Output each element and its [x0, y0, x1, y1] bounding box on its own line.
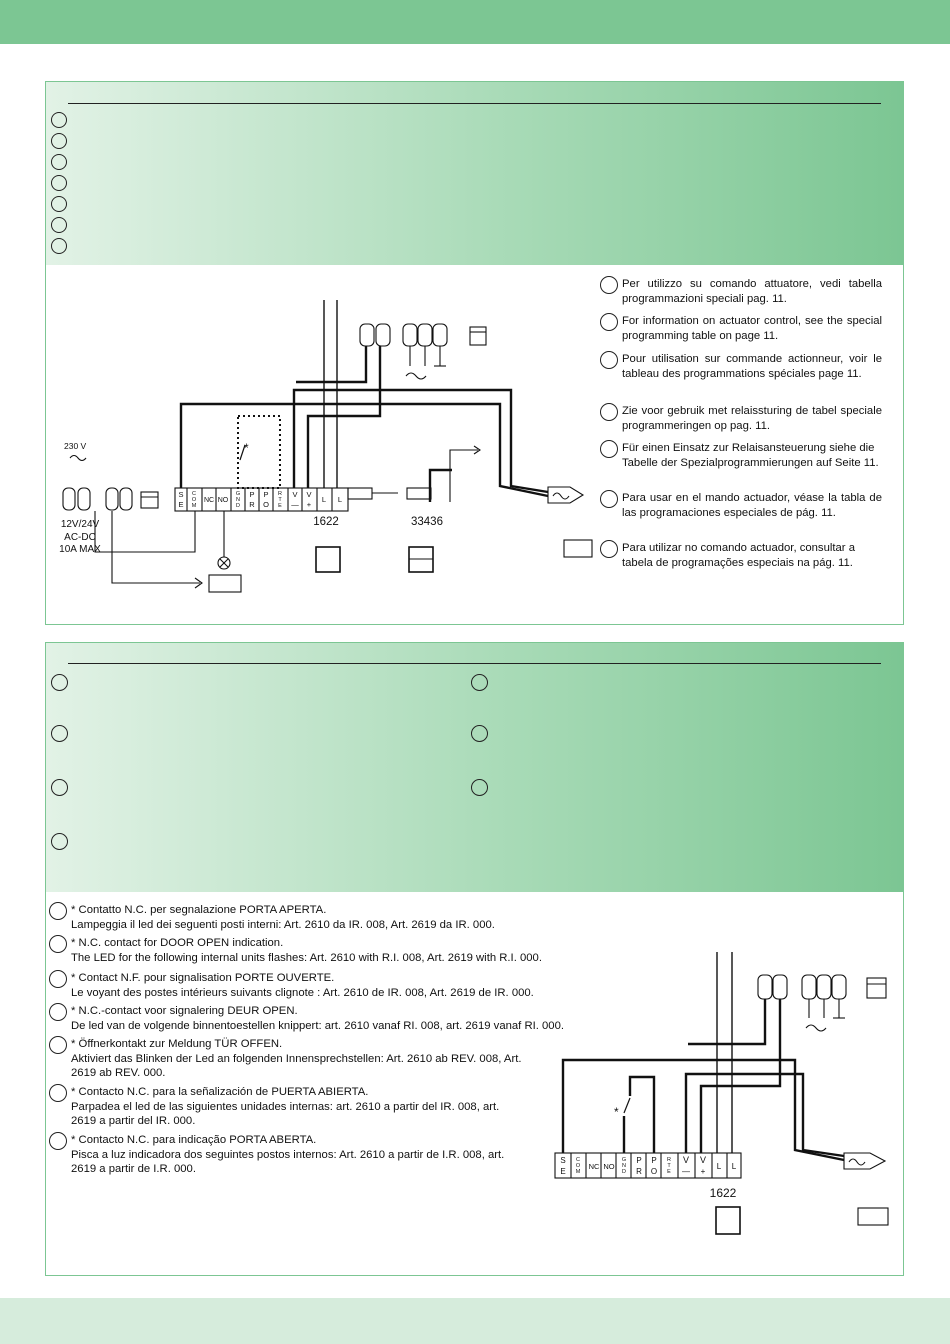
door-open-note-line2: The LED for the following internal units flashes: Art. 2610 with R.I. 008, Art. 2619 with R.I. 000.: [71, 951, 542, 964]
language-marker: [49, 902, 67, 920]
actuator-note-text: Für einen Einsatz zur Relaisansteuerung siehe die Tabelle der Spezialprogrammierungen auf Seite 11.: [622, 442, 879, 469]
section-2-title-rule: [68, 663, 881, 664]
door-open-note-line1: * N.C.-contact voor signalering DEUR OPEN.: [71, 1005, 298, 1017]
door-open-note-line1: * Contacto N.C. para indicação PORTA ABERTA.: [71, 1134, 317, 1146]
terminal-gnd: D: [622, 1169, 626, 1175]
door-open-note-it: [49, 903, 609, 932]
actuator-note-text: Para utilizar no comando actuador, consultar a tabela de programações especiais na pág. 11.: [622, 542, 855, 569]
door-open-note-line1: * Öffnerkontakt zur Meldung TÜR OFFEN.: [71, 1038, 283, 1050]
language-marker: [49, 1036, 67, 1054]
door-open-note-line1: * N.C. contact for DOOR OPEN indication.: [71, 937, 284, 949]
terminal-com: O: [575, 1163, 581, 1169]
terminal-v-plus: V: [699, 1155, 707, 1165]
terminal-gnd: G: [235, 491, 241, 497]
door-open-note-line2: Aktiviert das Blinken der Led an folgenden Innensprechstellen: Art. 2610 ab REV. 008, Art. 2619 ab REV. 000.: [71, 1052, 522, 1079]
terminal-com: C: [576, 1157, 580, 1163]
terminal-gnd: G: [621, 1157, 627, 1163]
terminal-gnd: N: [622, 1163, 626, 1169]
door-open-note-pt: [49, 1133, 527, 1177]
terminal-rte: R: [278, 491, 282, 497]
door-open-note-line2: Lampeggia il led dei seguenti posti interni: Art. 2610 da IR. 008, Art. 2619 da IR. 000.: [71, 918, 495, 931]
terminal-pr: R: [636, 1167, 642, 1176]
terminal-com: O: [191, 497, 197, 503]
language-marker-fr: [51, 779, 68, 796]
door-open-note-line1: * Contact N.F. pour signalisation PORTE OUVERTE.: [71, 972, 335, 984]
terminal-pr: P: [636, 1156, 642, 1165]
terminal-gnd: D: [236, 503, 240, 509]
contact-star: *: [614, 1105, 619, 1119]
terminal-se: E: [560, 1167, 566, 1176]
language-marker-nl: [51, 833, 68, 850]
language-marker: [49, 1132, 67, 1150]
door-open-note-line2: Parpadea el led de las siguientes unidades internas: art. 2610 a partir del IR. 008, art. 2619 a partir del IR. 000.: [71, 1100, 500, 1127]
door-open-note-de: [49, 1037, 527, 1081]
language-marker-en: [51, 725, 68, 742]
language-marker: [49, 1003, 67, 1021]
bottom-banner: [0, 1298, 950, 1344]
actuator-note-text: For information on actuator control, see the special programming table on page 11.: [622, 315, 882, 342]
language-marker: [49, 1084, 67, 1102]
terminal-pr: R: [249, 500, 255, 509]
actuator-note-text: Para usar en el mando actuador, véase la tabla de las programaciones especiales de pág. 11.: [622, 492, 882, 519]
terminal-rte: T: [667, 1163, 671, 1169]
terminal-no: NO: [217, 497, 229, 504]
language-marker-pt: [471, 779, 488, 796]
terminal-po: O: [650, 1167, 658, 1176]
wiring-diagram-2: [540, 940, 900, 1240]
door-open-note-line2: De led van de volgende binnentoestellen knippert: art. 2610 vanaf RI. 008, art. 2619 vanaf RI. 000.: [71, 1019, 565, 1032]
terminal-nc: NC: [203, 497, 215, 504]
terminal-no: NO: [603, 1162, 615, 1171]
language-marker-de: [471, 674, 488, 691]
terminal-gnd: N: [236, 497, 240, 503]
terminal-v-minus: —: [291, 500, 299, 509]
terminal-l: L: [321, 495, 327, 504]
terminal-se: S: [178, 490, 184, 499]
language-marker-es: [471, 725, 488, 742]
terminal-v-plus: V: [306, 490, 312, 499]
voltage-label: 230 V: [64, 441, 87, 451]
terminal-v-minus: V: [292, 490, 298, 499]
terminal-po: P: [263, 490, 269, 499]
actuator-note-text: Pour utilisation sur commande actionneur, voir le tableau des programmations spéciales page 11.: [622, 353, 882, 380]
psu-rating: 12V/24V: [60, 519, 100, 530]
terminal-v-minus: V: [682, 1155, 690, 1165]
actuator-note-text: Per utilizzo su comando attuatore, vedi tabella programmazioni speciali pag. 11.: [622, 278, 882, 305]
psu-rating: AC-DC: [64, 532, 96, 543]
terminal-nc: NC: [588, 1162, 600, 1171]
terminal-pr: P: [249, 490, 255, 499]
terminal-rte: T: [278, 497, 282, 503]
terminal-v-plus: +: [700, 1167, 706, 1176]
terminal-l: L: [337, 495, 343, 504]
door-open-note-en: [49, 936, 609, 965]
unit-1622-label: 1622: [709, 1186, 737, 1200]
terminal-se: S: [560, 1156, 566, 1165]
terminal-com: M: [575, 1169, 581, 1175]
terminal-po: P: [651, 1156, 657, 1165]
actuator-note-text: Zie voor gebruik met relaissturing de tabel speciale programmeringen op pag. 11.: [622, 405, 882, 432]
terminal-com: M: [191, 503, 197, 509]
psu-rating: 10A MAX: [59, 544, 101, 555]
terminal-rte: E: [667, 1169, 671, 1175]
terminal-rte: R: [667, 1157, 671, 1163]
terminal-v-minus: —: [682, 1167, 690, 1176]
language-marker: [49, 935, 67, 953]
terminal-po: O: [263, 500, 269, 509]
door-open-note-line2: Le voyant des postes intérieurs suivants clignote : Art. 2610 de IR. 008, Art. 2619 de IR. 000.: [71, 986, 534, 999]
wiring-diagram-1: [0, 0, 950, 640]
door-open-note-es: [49, 1085, 527, 1129]
language-marker: [49, 970, 67, 988]
terminal-l: L: [731, 1162, 737, 1171]
door-open-note-line1: * Contacto N.C. para la señalización de PUERTA ABIERTA.: [71, 1086, 369, 1098]
unit-33436-label: 33436: [411, 516, 443, 528]
door-open-note-line2: Pisca a luz indicadora dos seguintes postos internos: Art. 2610 a partir de I.R. 008, art. 2619 a partir de I.R. 000.: [71, 1148, 505, 1175]
terminal-com: C: [192, 491, 196, 497]
terminal-v-plus: +: [306, 500, 312, 509]
door-open-note-fr: [49, 971, 609, 1000]
door-open-note-line1: * Contatto N.C. per segnalazione PORTA APERTA.: [71, 904, 327, 916]
terminal-se: E: [178, 500, 184, 509]
unit-1622-label: 1622: [313, 516, 339, 528]
contact-star: *: [244, 441, 249, 455]
terminal-l: L: [716, 1162, 722, 1171]
language-marker-it: [51, 674, 68, 691]
terminal-rte: E: [278, 503, 282, 509]
